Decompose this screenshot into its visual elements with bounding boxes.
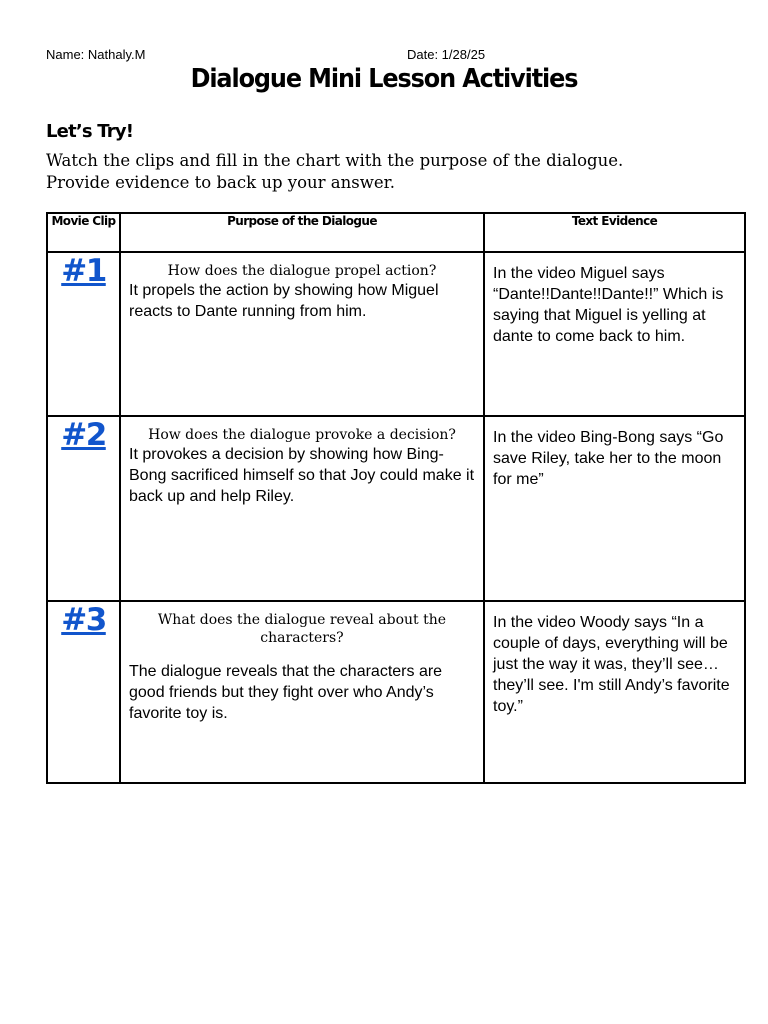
table-row [47,252,745,416]
clip-cell [47,416,120,601]
page-title: Dialogue Mini Lesson Activities [190,64,578,94]
clip-cell [47,252,120,416]
purpose-answer: It propels the action by showing how Miguel reacts to Dante running from him. [129,282,439,320]
instructions [46,150,726,194]
purpose-cell [120,252,484,416]
evidence-cell [484,601,745,783]
student-name: Name: Nathaly.M [46,47,146,62]
table-header-row [47,213,745,252]
clip-cell [47,601,120,783]
clip-link-2[interactable]: #2 [61,417,106,453]
header-purpose: Purpose of the Dialogue [120,213,484,252]
purpose-cell [120,601,484,783]
purpose-answer: It provokes a decision by showing how Bing-Bong sacrificed himself so that Joy could make it back up and help Riley. [129,446,475,505]
header-evidence: Text Evidence [484,213,745,252]
evidence-cell [484,416,745,601]
evidence-text: In the video Woody says “In a couple of days, everything will be just the way it was, they’ll see… they’ll see. I'm still Andy’s favorite toy.” [493,614,730,715]
table-row [47,416,745,601]
dialogue-chart [46,212,746,784]
purpose-question: How does the dialogue propel action? [167,263,437,279]
evidence-cell [484,252,745,416]
clip-link-1[interactable]: #1 [61,253,106,289]
table-row [47,601,745,783]
purpose-question: What does the dialogue reveal about the characters? [157,612,447,646]
clip-link-3[interactable]: #3 [61,602,106,638]
instructions-line-1: Watch the clips and fill in the chart with the purpose of the dialogue. [46,151,624,170]
purpose-answer: The dialogue reveals that the characters are good friends but they fight over who Andy’s favorite toy is. [129,663,443,722]
section-heading: Let’s Try! [46,121,134,142]
evidence-text: In the video Miguel says “Dante!!Dante!!Dante!!” Which is saying that Miguel is yelling at dante to come back to him. [493,265,724,345]
assignment-date: Date: 1/28/25 [407,47,486,62]
instructions-line-2: Provide evidence to back up your answer. [46,173,395,192]
purpose-cell [120,416,484,601]
evidence-text: In the video Bing-Bong says “Go save Riley, take her to the moon for me” [493,429,724,488]
purpose-question: How does the dialogue provoke a decision? [148,427,456,443]
header-movie-clip: Movie Clip [47,213,120,252]
